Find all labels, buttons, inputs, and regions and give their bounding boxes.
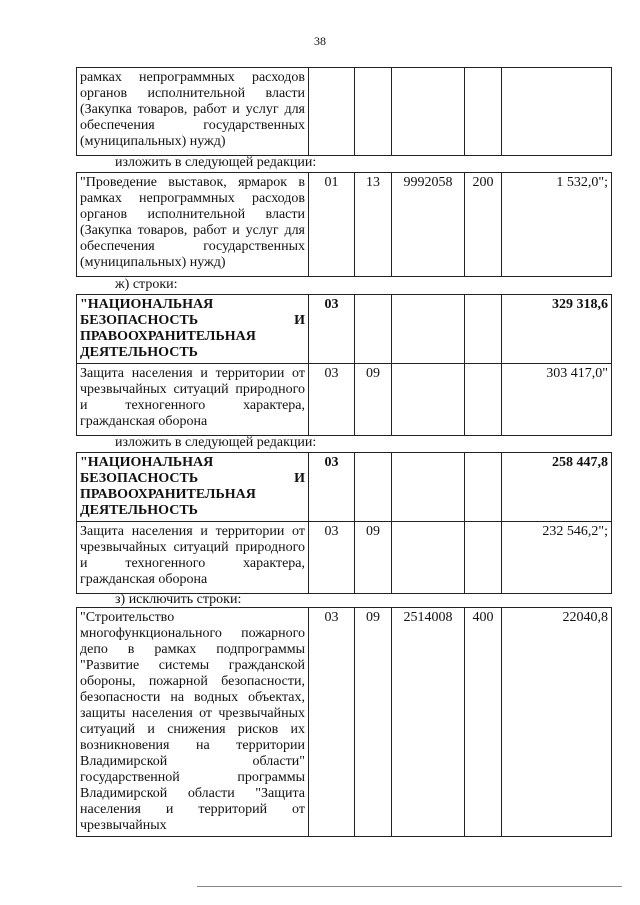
cell-amount: 303 417,0" — [502, 364, 612, 436]
table-row — [77, 522, 612, 594]
cell-target-article — [392, 364, 465, 436]
cell-amount — [502, 68, 612, 156]
cell-subsection: 09 — [355, 522, 392, 594]
table-row — [77, 295, 612, 364]
cell-section: 03 — [309, 364, 355, 436]
cell-expense-type: 400 — [465, 608, 502, 837]
table-continuation — [76, 67, 611, 156]
cell-description: рамках непрограммных расходов органов исполнительной власти (Закупка товаров, работ и услуг для обеспечения государственных (муниципальных) нужд) — [77, 68, 309, 156]
cell-subsection — [355, 295, 392, 364]
table-edit-exhibitions — [76, 172, 611, 277]
table-exclude-fire-depot — [76, 607, 611, 837]
cell-subsection — [355, 453, 392, 522]
table-row — [77, 364, 612, 436]
table-new-security — [76, 452, 611, 594]
cell-target-article: 9992058 — [392, 173, 465, 277]
instruction-edit-1: изложить в следующей редакции: — [115, 155, 317, 170]
cell-description: Защита населения и территории от чрезвычайных ситуаций природного и техногенного характера, гражданская оборона — [77, 522, 309, 594]
cell-description: "Проведение выставок, ярмарок в рамках непрограммных расходов органов исполнительной власти (Закупка товаров, работ и услуг для обеспечения государственных (муниципальных) нужд) — [77, 173, 309, 277]
cell-subsection: 09 — [355, 608, 392, 837]
cell-amount: 232 546,2"; — [502, 522, 612, 594]
cell-target-article — [392, 68, 465, 156]
table-old-security — [76, 294, 611, 436]
cell-expense-type — [465, 522, 502, 594]
cell-amount: 258 447,8 — [502, 453, 612, 522]
instruction-zh: ж) строки: — [115, 277, 178, 292]
cell-section — [309, 68, 355, 156]
cell-expense-type — [465, 364, 502, 436]
cell-section: 03 — [309, 608, 355, 837]
cell-target-article — [392, 295, 465, 364]
cell-target-article — [392, 453, 465, 522]
cell-subsection — [355, 68, 392, 156]
cell-description: Защита населения и территории от чрезвычайных ситуаций природного и техногенного характера, гражданская оборона — [77, 364, 309, 436]
cell-section: 03 — [309, 522, 355, 594]
instruction-z: з) исключить строки: — [115, 592, 242, 607]
scan-line — [197, 886, 622, 887]
table-row — [77, 453, 612, 522]
cell-target-article — [392, 522, 465, 594]
cell-expense-type: 200 — [465, 173, 502, 277]
cell-subsection: 09 — [355, 364, 392, 436]
table-row — [77, 608, 612, 837]
cell-amount: 1 532,0"; — [502, 173, 612, 277]
cell-expense-type — [465, 453, 502, 522]
cell-subsection: 13 — [355, 173, 392, 277]
cell-expense-type — [465, 68, 502, 156]
cell-description: "НАЦИОНАЛЬНАЯ БЕЗОПАСНОСТЬ И ПРАВООХРАНИТЕЛЬНАЯ ДЕЯТЕЛЬНОСТЬ — [77, 295, 309, 364]
instruction-edit-2: изложить в следующей редакции: — [115, 435, 317, 450]
cell-target-article: 2514008 — [392, 608, 465, 837]
page-number: 38 — [314, 34, 326, 48]
cell-description: "НАЦИОНАЛЬНАЯ БЕЗОПАСНОСТЬ И ПРАВООХРАНИТЕЛЬНАЯ ДЕЯТЕЛЬНОСТЬ — [77, 453, 309, 522]
cell-amount: 329 318,6 — [502, 295, 612, 364]
table-row — [77, 68, 612, 156]
cell-section: 03 — [309, 453, 355, 522]
cell-section: 03 — [309, 295, 355, 364]
cell-description: "Строительство многофункционального пожарного депо в рамках подпрограммы "Развитие системы гражданской обороны, пожарной безопасности, безопасности на водных объектах, защиты населения от чрезвычайных ситуаций и снижения рисков их возникновения на территории Владимирской области" государственной программы Владимирской области "Защита населения и территорий от чрезвычайных — [77, 608, 309, 837]
cell-section: 01 — [309, 173, 355, 277]
cell-expense-type — [465, 295, 502, 364]
table-row — [77, 173, 612, 277]
cell-amount: 22040,8 — [502, 608, 612, 837]
